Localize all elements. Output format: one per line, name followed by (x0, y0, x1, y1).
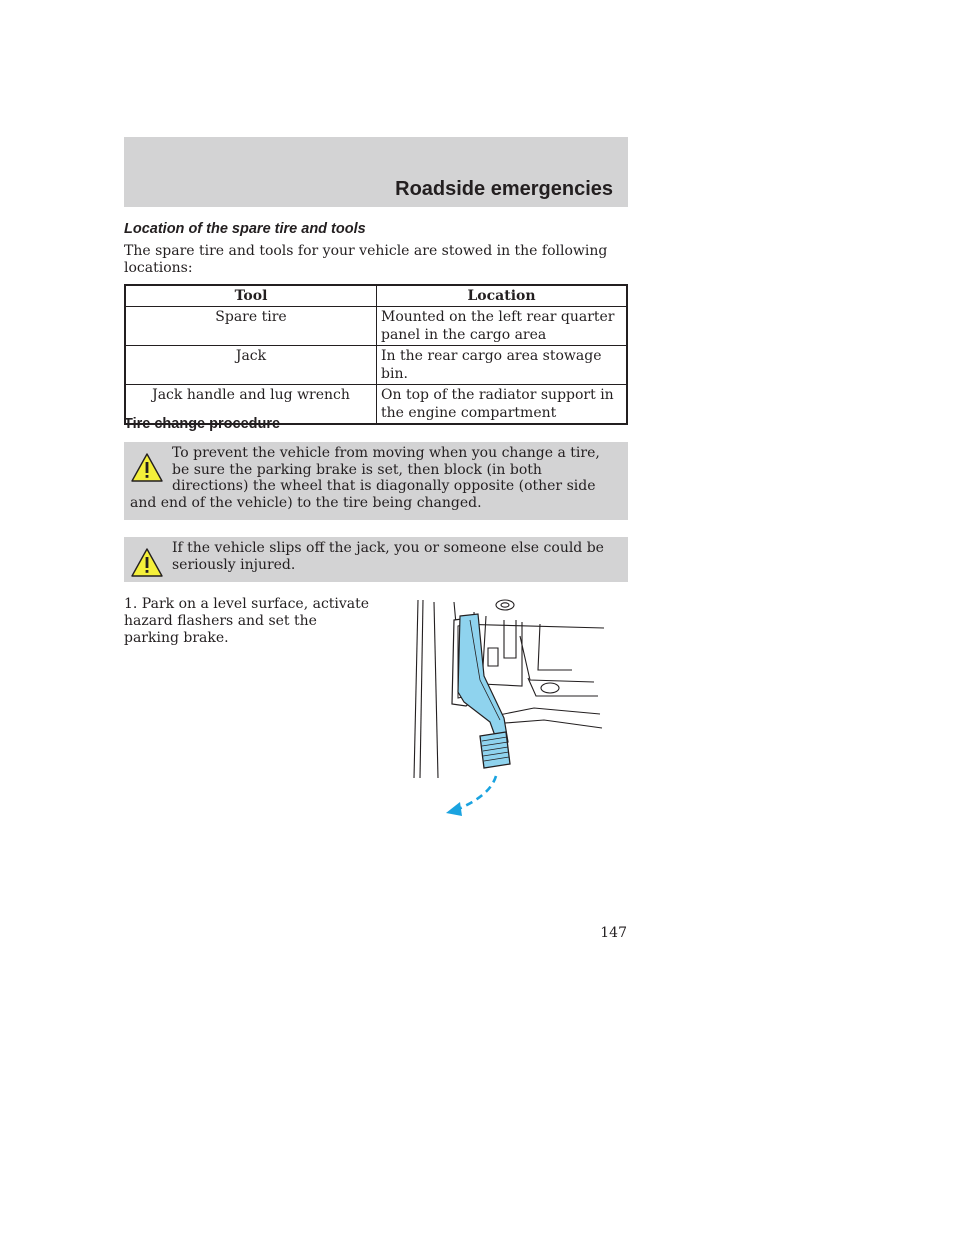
table-cell-location: Mounted on the left rear quarter panel in the cargo area (377, 307, 628, 346)
warning-text: To prevent the vehicle from moving when you change a tire, be sure the parking brake is set, then block (in both directions) the wheel that is diagonally opposite (other side and end of the vehicle) to the tire being changed. (130, 445, 600, 511)
table-cell-tool: Jack handle and lug wrench (125, 385, 377, 425)
section-heading-tire-change: Tire change procedure (124, 416, 281, 432)
warning-triangle-icon (130, 452, 164, 484)
header-band (124, 137, 628, 207)
column-header-tool: Tool (125, 285, 377, 307)
column-header-location: Location (377, 285, 628, 307)
warning-box-vehicle-moving (124, 442, 628, 520)
table-cell-tool: Jack (125, 346, 377, 385)
section-heading-spare-tire: Location of the spare tire and tools (124, 221, 366, 237)
page-number: 147 (600, 925, 627, 941)
table-row (125, 346, 627, 385)
warning-text: If the vehicle slips off the jack, you or someone else could be seriously injured. (172, 540, 604, 573)
table-header-row (125, 285, 627, 307)
warning-triangle-icon (130, 547, 164, 579)
tools-table (124, 284, 628, 425)
warning-box-jack-slip (124, 537, 628, 582)
intro-paragraph: The spare tire and tools for your vehicle are stowed in the following locations: (124, 243, 608, 276)
page-title: Roadside emergencies (395, 178, 613, 200)
table-cell-location: In the rear cargo area stowage bin. (377, 346, 628, 385)
parking-brake-pedal-illustration (404, 596, 610, 818)
step-1-text: 1. Park on a level surface, activate hazard flashers and set the parking brake. (124, 596, 370, 646)
table-cell-location: On top of the radiator support in the engine compartment (377, 385, 628, 425)
table-row (125, 307, 627, 346)
table-cell-tool: Spare tire (125, 307, 377, 346)
